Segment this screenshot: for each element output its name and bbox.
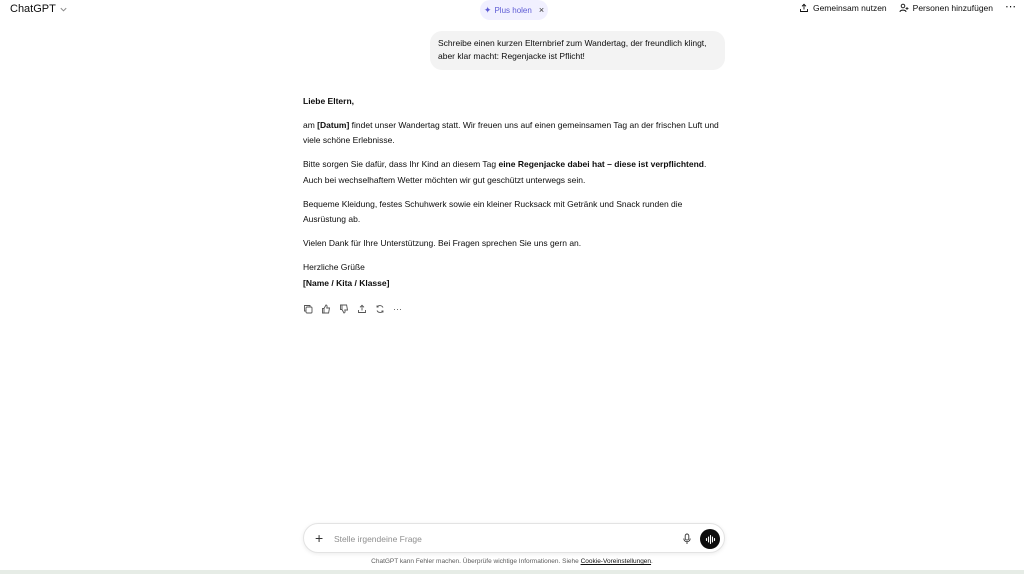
letter-paragraph-thanks: Vielen Dank für Ihre Unterstützung. Bei Fragen sprechen Sie uns gern an.	[303, 238, 582, 248]
user-message-bubble	[430, 31, 725, 70]
letter-greeting: Liebe Eltern,	[303, 96, 355, 106]
regenerate-icon[interactable]	[375, 304, 385, 314]
composer	[303, 523, 725, 553]
voice-waveform-icon	[705, 534, 716, 545]
more-actions-icon[interactable]: ···	[393, 304, 402, 314]
letter-closing: Herzliche Grüße	[303, 262, 365, 272]
microphone-icon[interactable]	[682, 533, 692, 545]
upgrade-plus-pill[interactable]	[480, 0, 548, 20]
disclaimer-footer: ChatGPT kann Fehler machen. Überprüfe wichtige Informationen. Siehe Cookie-Voreinstellungen.	[371, 558, 653, 565]
header-actions	[799, 2, 1016, 13]
assistant-message	[303, 94, 723, 291]
letter-paragraph-date: am [Datum] findet unser Wandertag statt. Wir freuen uns auf einen gemeinsamen Tag an der frischen Luft und viele schöne Erlebnisse.	[303, 119, 719, 145]
message-actions	[303, 304, 402, 314]
model-name: ChatGPT	[10, 3, 56, 15]
thumbs-up-icon[interactable]	[321, 304, 331, 314]
top-bar	[0, 0, 1024, 20]
raincoat-requirement: eine Regenjacke dabei hat – diese ist verpflichtend	[498, 159, 704, 169]
prompt-input[interactable]	[334, 531, 674, 547]
voice-mode-button[interactable]	[700, 529, 720, 549]
upgrade-label: Plus holen	[494, 5, 532, 15]
close-icon[interactable]: ×	[538, 4, 545, 15]
date-placeholder: [Datum]	[317, 119, 350, 130]
letter-signature: [Name / Kita / Klasse]	[303, 277, 390, 288]
add-person-icon	[899, 3, 909, 13]
thumbs-down-icon[interactable]	[339, 304, 349, 314]
add-people-label: Personen hinzufügen	[912, 2, 993, 13]
bottom-edge	[0, 570, 1024, 574]
share-button[interactable]	[799, 3, 887, 13]
letter-paragraph-equipment: Bequeme Kleidung, festes Schuhwerk sowie ein kleiner Rucksack mit Getränk und Snack runden die Ausrüstung ab.	[303, 198, 683, 224]
chevron-down-icon	[59, 5, 68, 14]
add-attachment-button[interactable]: +	[315, 530, 324, 546]
disclaimer-text: ChatGPT kann Fehler machen. Überprüfe wichtige Informationen. Siehe	[371, 558, 581, 565]
share-message-icon[interactable]	[357, 304, 367, 314]
share-icon	[799, 3, 809, 13]
share-label: Gemeinsam nutzen	[812, 2, 887, 13]
more-options-icon[interactable]: ⋯	[1005, 1, 1016, 13]
model-selector[interactable]	[10, 3, 68, 15]
cookie-settings-link[interactable]: Cookie-Voreinstellungen	[580, 558, 652, 565]
copy-icon[interactable]	[303, 304, 313, 314]
sparkle-icon: ✦	[483, 4, 492, 15]
letter-paragraph-raincoat: Bitte sorgen Sie dafür, dass Ihr Kind an diesem Tag eine Regenjacke dabei hat – diese ist verpflichtend. Auch bei wechselhaftem Wetter möchten wir gut geschützt unterwegs sein.	[303, 159, 707, 185]
user-message-text: Schreibe einen kurzen Elternbrief zum Wandertag, der freundlich klingt, aber klar macht: Regenjacke ist Pflicht!	[438, 38, 707, 61]
add-people-button[interactable]	[899, 3, 993, 13]
